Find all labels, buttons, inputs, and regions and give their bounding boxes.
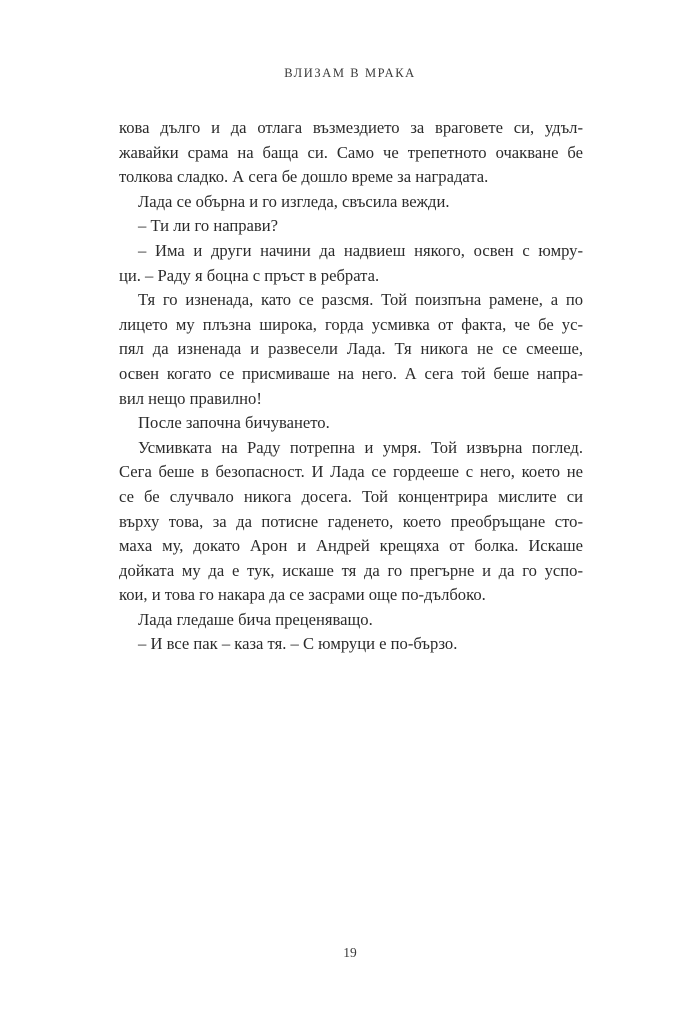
text-line: вил нещо правилно! [119,388,262,408]
text-line: После започна бичуването. [138,413,330,433]
running-header: ВЛИЗАМ В МРАКА [284,66,416,80]
text-line: Усмивката на Раду потрепна и умря. Той извърна поглед. [138,437,583,457]
page-number: 19 [343,945,357,960]
text-line: ци. – Раду я боцна с пръст в ребрата. [119,265,380,285]
text-line: Тя го изненада, като се разсмя. Той поизпъна рамене, а по [138,290,583,310]
text-line: толкова сладко. А сега бе дошло време за наградата. [119,167,489,187]
text-line: Лада гледаше бича преценяващо. [138,609,373,629]
text-line: се бе случвало никога досега. Той концентрира мислите си [119,486,583,506]
text-line: пял да изненада и развесели Лада. Тя никога не се смееше, [119,339,583,359]
text-line: Лада се обърна и го изгледа, свъсила вежди. [138,191,450,211]
text-line: лицето му плъзна широка, горда усмивка от факта, че бе ус- [119,314,583,334]
body-text [119,116,583,657]
text-line: кова дълго и да отлага възмездието за враговете си, удъл- [119,118,583,137]
text-line: Сега беше в безопасност. И Лада се гордееше с него, което не [119,462,583,482]
text-line: върху това, за да потисне гаденето, което преобръщане сто- [119,511,583,531]
text-line: дойката му да е тук, искаше тя да го прегърне и да го успо- [119,560,583,580]
text-line: – Ти ли го направи? [138,216,278,236]
text-line: жавайки срама на баща си. Само че трепетното очакване бе [119,142,583,162]
text-line: маха му, докато Арон и Андрей крещяха от болка. Искаше [119,536,583,556]
text-line: кои, и това го накара да се засрами още по-дълбоко. [119,585,486,605]
text-line: освен когато се присмиваше на него. А сега той беше напра- [119,363,583,383]
text-line: – И все пак – каза тя. – С юмруци е по-бързо. [138,634,458,654]
text-line: – Има и други начини да надвиеш някого, освен с юмру- [138,240,583,260]
